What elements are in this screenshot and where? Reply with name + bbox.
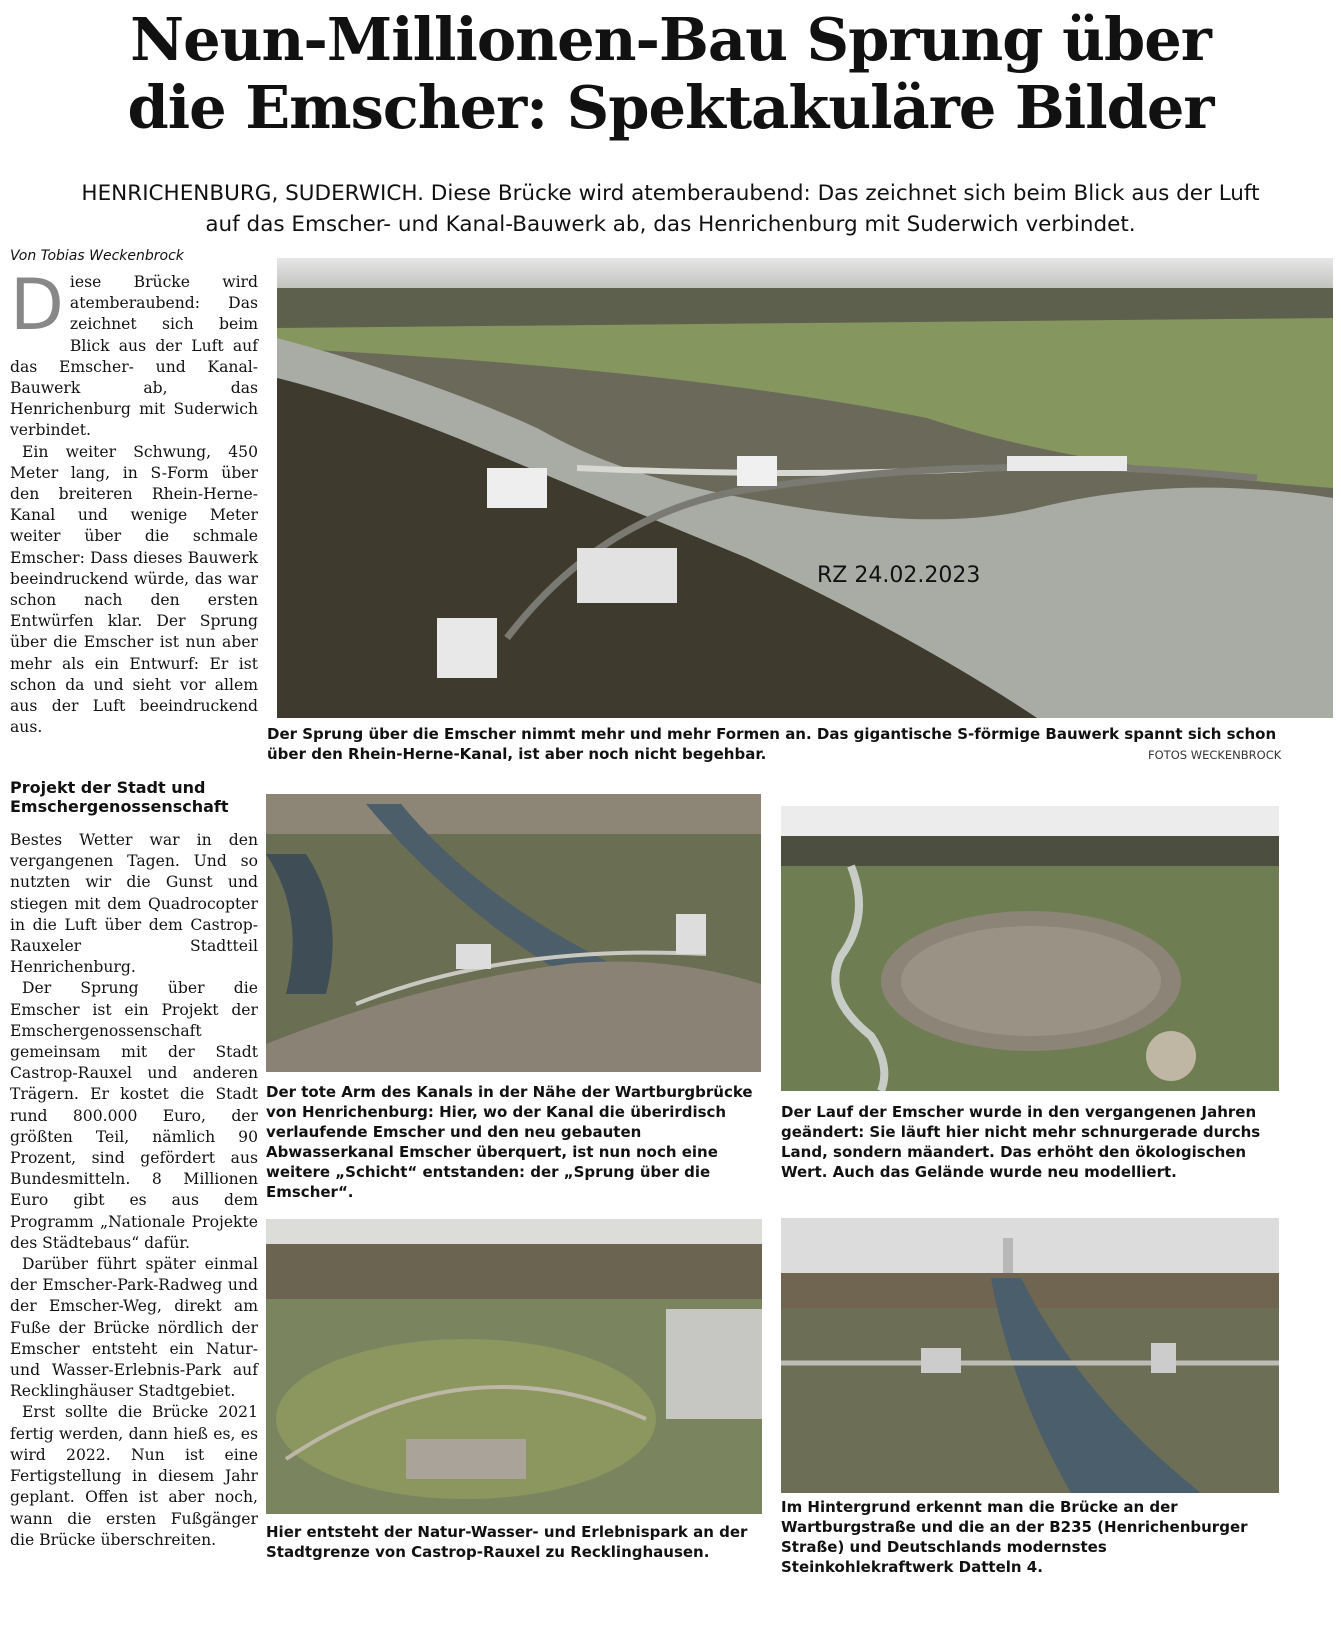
paragraph-3: Bestes Wetter war in den vergangenen Tagen. Und so nutzten wir die Gunst und stiegen mit dem Quadrocopter in die Luft über dem Castrop-Rauxeler Stadtteil Henrichenburg. xyxy=(10,831,258,977)
article-body-top xyxy=(10,264,258,738)
paragraph-4: Der Sprung über die Emscher ist ein Projekt der Emschergenossenschaft gemeinsam mit der Stadt Castrop-Rauxel und anderen Trägern. Er kostet die Stadt rund 800.000 Euro, der größten Teil, nämlich 90 Prozent, sind gefördert aus Bundesmitteln. 8 Millionen Euro gibt es aus dem Programm „Nationale Projekte des Städtebaus“ dafür. xyxy=(10,979,258,1252)
photo-power-plant-view xyxy=(781,1218,1279,1493)
article-body-bottom xyxy=(10,830,258,1551)
paragraph-1: Diese Brücke wird atemberaubend: Das zeichnet sich beim Blick aus der Luft auf das Emscher- und Kanal-Bauwerk ab, das Henrichenburg mit Suderwich verbindet. xyxy=(10,264,258,440)
paragraph-6: Erst sollte die Brücke 2021 fertig werden, dann hieß es, es wird 2022. Nun ist eine Fertigstellung in diesem Jahr geplant. Offen ist aber noch, wann die ersten Fußgänger die Brücke überschreiten. xyxy=(10,1403,258,1549)
photo-credit: FOTOS WECKENBROCK xyxy=(1148,748,1282,762)
photo-5-caption: Im Hintergrund erkennt man die Brücke an der Wartburgstraße und die an der B235 (Henrichenburger Straße) und Deutschlands modernstes Steinkohlekraftwerk Datteln 4. xyxy=(781,1498,1248,1576)
drop-cap: D xyxy=(10,264,64,346)
teaser-line-2: auf das Emscher- und Kanal-Bauwerk ab, das Henrichenburg mit Suderwich verbindet. xyxy=(205,212,1136,237)
subheading: Projekt der Stadt und Emschergenossenschaft xyxy=(10,778,229,816)
main-aerial-photo xyxy=(277,258,1333,718)
photo-dead-canal-arm xyxy=(266,794,761,1072)
photo-3-caption: Der Lauf der Emscher wurde in den vergangenen Jahren geändert: Sie läuft hier nicht mehr schnurgerade durchs Land, sondern mäandert. Das erhöht den ökologischen Wert. Auch das Gelände wurde neu modelliert. xyxy=(781,1103,1261,1181)
headline-line-2: die Emscher: Spektakuläre Bilder xyxy=(127,73,1214,142)
photo-2-caption: Der tote Arm des Kanals in der Nähe der Wartburgbrücke von Henrichenburg: Hier, wo der Kanal die überirdisch verlaufende Emscher und den neu gebauten Abwasserkanal Emscher überquert, ist nun noch eine weitere „Schicht“ entstanden: der „Sprung über die Emscher“. xyxy=(266,1083,753,1201)
paragraph-2: Ein weiter Schwung, 450 Meter lang, in S-Form über den breiteren Rhein-Herne-Kanal und wenige Meter weiter über die schmale Emscher: Dass dieses Bauwerk beeindruckend würde, das war schon nach den ersten Entwürfen klar. Der Sprung über die Emscher ist nun aber mehr als ein Entwurf: Er ist schon da und sieht vor allem aus der Luft beeindruckend aus. xyxy=(10,442,258,737)
date-stamp: RZ 24.02.2023 xyxy=(817,563,981,588)
main-photo-caption: Der Sprung über die Emscher nimmt mehr und mehr Formen an. Das gigantische S-förmige Bauwerk spannt sich schon über den Rhein-Herne-Kanal, ist aber noch nicht begehbar. xyxy=(267,725,1277,763)
photo-nature-park xyxy=(266,1219,762,1514)
byline: Von Tobias Weckenbrock xyxy=(10,248,184,264)
paragraph-5: Darüber führt später einmal der Emscher-Park-Radweg und der Emscher-Weg, direkt am Fuße der Brücke nördlich der Emscher entsteht ein Natur- und Wasser-Erlebnis-Park auf Recklinghäuser Stadtgebiet. xyxy=(10,1255,258,1401)
headline-line-1: Neun-Millionen-Bau Sprung über xyxy=(130,5,1211,74)
teaser-line-1: HENRICHENBURG, SUDERWICH. Diese Brücke wird atemberaubend: Das zeichnet sich beim Blick aus der Luft xyxy=(81,181,1260,206)
teaser xyxy=(30,178,1311,240)
headline xyxy=(0,6,1341,142)
photo-4-caption: Hier entsteht der Natur-Wasser- und Erlebnispark an der Stadtgrenze von Castrop-Rauxel zu Recklinghausen. xyxy=(266,1523,748,1561)
photo-meandering-emscher xyxy=(781,806,1279,1091)
